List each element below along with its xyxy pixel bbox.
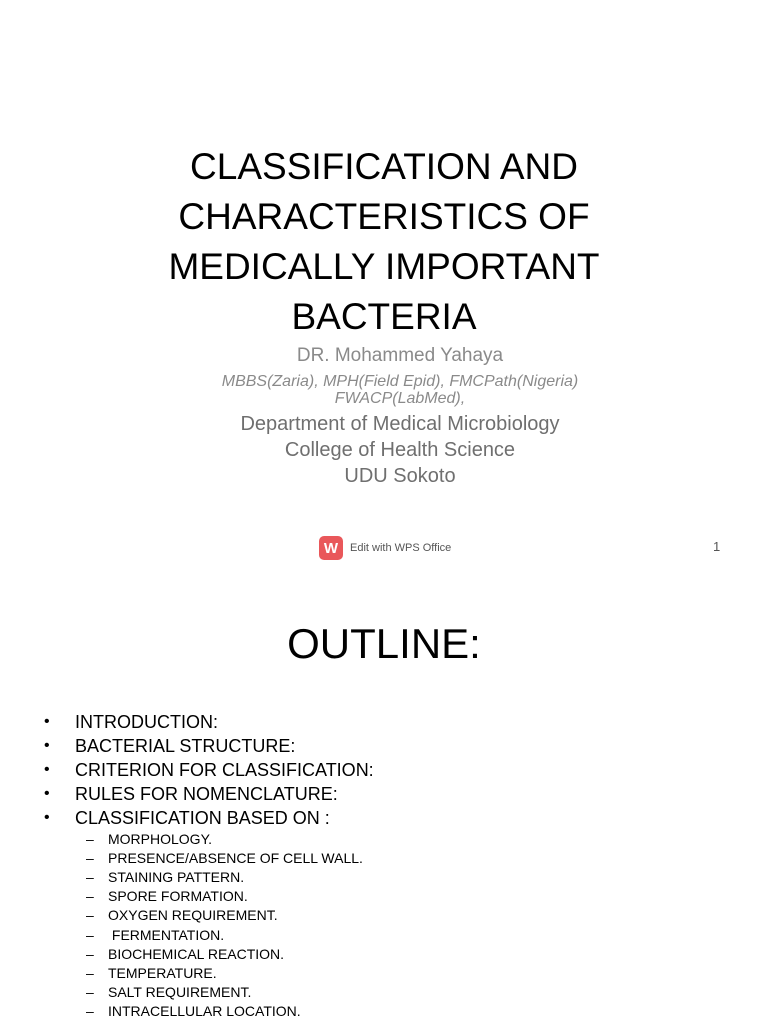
list-item-text: CLASSIFICATION BASED ON : (75, 807, 330, 828)
bullet-list (44, 710, 374, 830)
sub-item-text: SALT REQUIREMENT. (108, 984, 252, 1001)
title-line: CHARACTERISTICS OF (178, 196, 590, 237)
dash-icon: – (86, 868, 94, 885)
slide-title (0, 142, 768, 342)
sub-list-item (86, 867, 363, 886)
list-item (44, 734, 374, 758)
affiliation-line: College of Health Science (284, 439, 516, 461)
list-item (44, 782, 374, 806)
dash-icon: – (86, 945, 94, 962)
bullet-icon: • (44, 761, 50, 778)
affiliation-line: Department of Medical Microbiology (240, 413, 560, 435)
sub-list-item (86, 983, 363, 1002)
outline-title: OUTLINE: (287, 620, 481, 667)
sub-list (86, 829, 363, 1021)
sub-item-text: INTRACELLULAR LOCATION. (108, 1003, 301, 1020)
list-item (44, 806, 374, 830)
dash-icon: – (86, 926, 94, 943)
sub-list-item (86, 906, 363, 925)
title-line: CLASSIFICATION AND (190, 146, 578, 187)
list-item (44, 758, 374, 782)
affiliation-line: UDU Sokoto (344, 465, 456, 487)
credentials-line: FWACP(LabMed), (334, 390, 466, 407)
bullet-icon: • (44, 713, 50, 730)
author-name: DR. Mohammed Yahaya (296, 345, 504, 366)
list-item-text: INTRODUCTION: (75, 711, 218, 732)
sub-list-item (86, 1002, 363, 1021)
sub-item-text: FERMENTATION. (108, 926, 225, 943)
sub-item-text: MORPHOLOGY. (108, 830, 212, 847)
dash-icon: – (86, 830, 94, 847)
sub-item-text: PRESENCE/ABSENCE OF CELL WALL. (108, 849, 363, 866)
wps-label: Edit with WPS Office (350, 542, 452, 554)
sub-list-item (86, 829, 363, 848)
list-item (44, 710, 374, 734)
edit-with-wps-button[interactable] (319, 536, 451, 560)
affiliation (0, 411, 768, 489)
title-line: MEDICALLY IMPORTANT (168, 246, 600, 287)
sub-item-text: SPORE FORMATION. (108, 888, 248, 905)
wps-logo-icon: W (319, 536, 343, 560)
bullet-icon: • (44, 809, 50, 826)
bullet-icon: • (44, 785, 50, 802)
sub-list-item (86, 887, 363, 906)
sub-list-item (86, 925, 363, 944)
dash-icon: – (86, 984, 94, 1001)
sub-item-text: BIOCHEMICAL REACTION. (108, 945, 285, 962)
sub-list-item (86, 848, 363, 867)
sub-list-item (86, 944, 363, 963)
title-line: BACTERIA (291, 296, 477, 337)
dash-icon: – (86, 964, 94, 981)
credentials-line: MBBS(Zaria), MPH(Field Epid), FMCPath(Nigeria) (221, 373, 579, 390)
bullet-icon: • (44, 737, 50, 754)
list-item-text: BACTERIAL STRUCTURE: (75, 735, 296, 756)
page-number: 1 (713, 539, 721, 554)
dash-icon: – (86, 907, 94, 924)
dash-icon: – (86, 888, 94, 905)
dash-icon: – (86, 849, 94, 866)
sub-item-text: OXYGEN REQUIREMENT. (108, 907, 278, 924)
sub-list-item (86, 963, 363, 982)
list-item-text: RULES FOR NOMENCLATURE: (75, 783, 338, 804)
list-item-text: CRITERION FOR CLASSIFICATION: (75, 759, 374, 780)
sub-item-text: TEMPERATURE. (108, 964, 217, 981)
dash-icon: – (86, 1003, 94, 1020)
author-credentials (0, 373, 768, 407)
sub-item-text: STAINING PATTERN. (108, 868, 245, 885)
